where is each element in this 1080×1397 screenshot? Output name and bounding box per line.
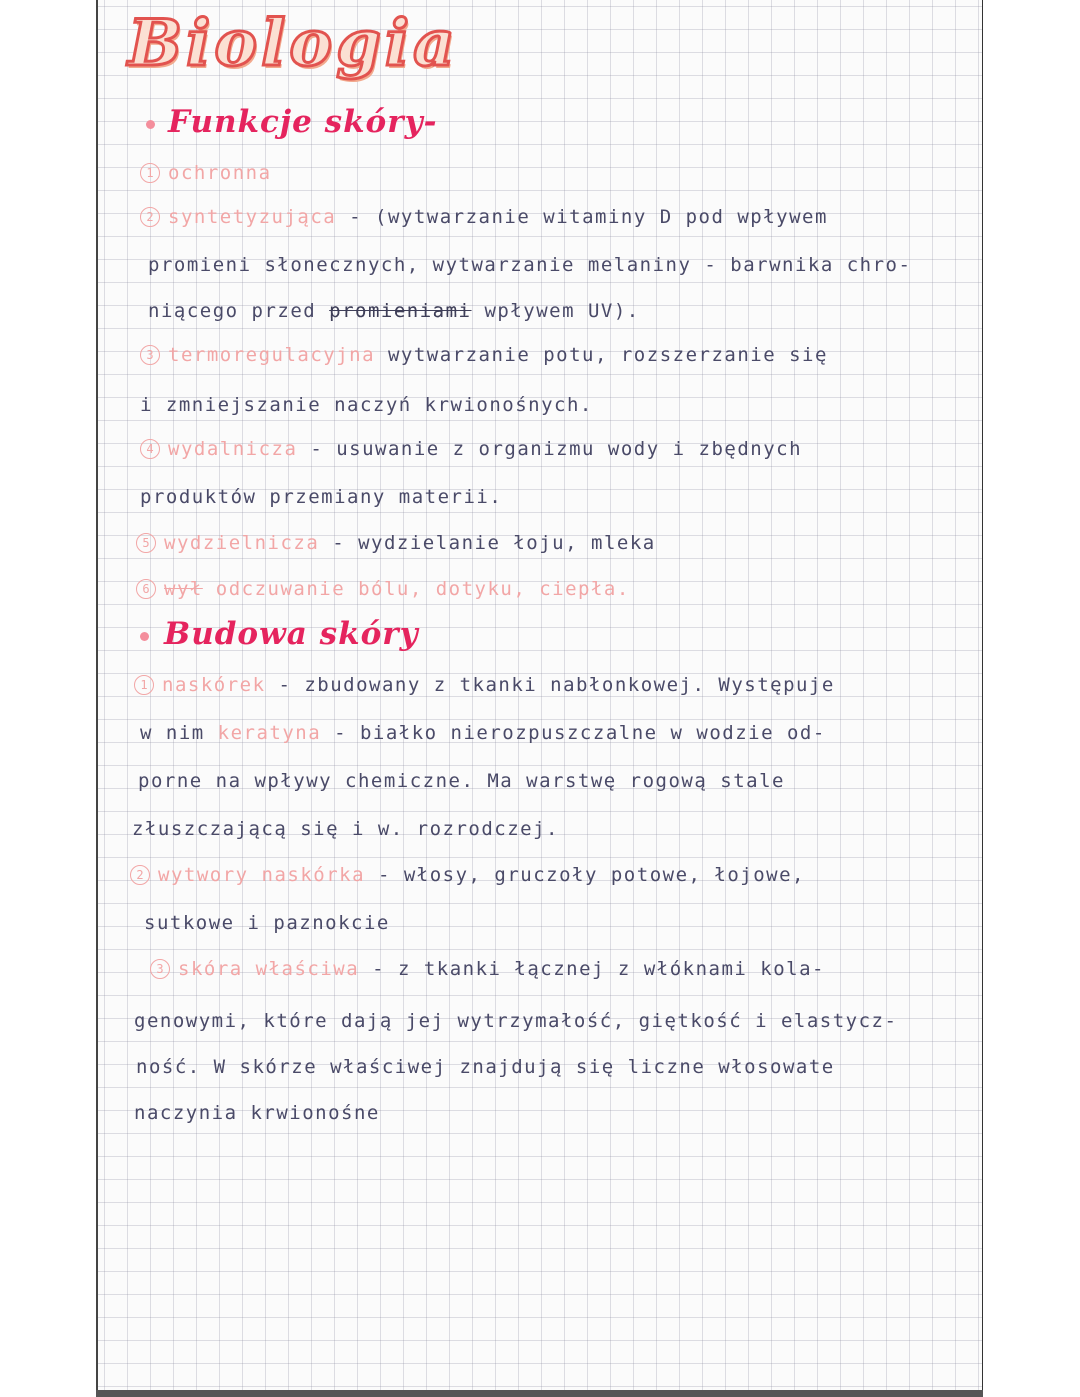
function-item-4 — [140, 438, 802, 460]
structure-text: - zbudowany z tkanki nabłonkowej. Występuje — [265, 674, 835, 696]
heading-structure: Budowa skóry — [164, 616, 419, 652]
function-item-2-cont — [148, 300, 640, 322]
structure-item-1-cont — [140, 722, 826, 744]
function-item-5 — [136, 532, 656, 554]
number-badge: 1 — [140, 163, 160, 183]
structure-term: naskórek — [162, 674, 266, 696]
function-item-3 — [140, 344, 828, 366]
structure-term: keratyna — [217, 722, 322, 744]
structure-item-1-cont: porne na wpływy chemiczne. Ma warstwę rogową stale — [138, 770, 785, 792]
function-item-3-cont: i zmniejszanie naczyń krwionośnych. — [140, 394, 593, 416]
function-item-2-cont: promieni słonecznych, wytwarzanie melaniny - barwnika chro- — [148, 254, 912, 276]
number-badge: 2 — [140, 207, 160, 227]
function-text: wpływem UV). — [484, 300, 640, 322]
function-term: wydalnicza — [168, 438, 298, 460]
number-badge: 3 — [150, 959, 170, 979]
page-title: Biologia — [128, 6, 459, 81]
heading-bullet — [140, 632, 149, 641]
structure-text: w nim — [140, 722, 218, 744]
function-item-1 — [140, 162, 272, 184]
heading-functions: Funkcje skóry- — [168, 104, 438, 140]
structure-item-2-cont: sutkowe i paznokcie — [144, 912, 390, 934]
structure-item-1 — [134, 674, 835, 696]
number-badge: 6 — [136, 579, 156, 599]
function-term: odczuwanie bólu, dotyku, ciepła. — [202, 578, 630, 600]
number-badge: 1 — [134, 675, 154, 695]
number-badge: 3 — [140, 345, 160, 365]
function-text: - usuwanie z organizmu wody i zbędnych — [297, 438, 803, 460]
function-item-6 — [136, 578, 630, 600]
structure-item-3-cont: naczynia krwionośne — [134, 1102, 380, 1124]
structure-item-3 — [150, 958, 825, 980]
structure-term: skóra właściwa — [178, 958, 360, 980]
heading-bullet — [146, 120, 155, 129]
function-text: niącego przed — [148, 300, 317, 322]
function-term: syntetyzująca — [168, 206, 337, 228]
structure-item-3-cont: genowymi, które dają jej wytrzymałość, giętkość i elastycz- — [134, 1010, 898, 1032]
structure-term: wytwory naskórka — [158, 864, 366, 886]
number-badge: 5 — [136, 533, 156, 553]
page-bottom-edge — [96, 1390, 983, 1397]
function-text: - wydzielanie łoju, mleka — [319, 532, 656, 554]
dash: - — [336, 206, 376, 228]
function-item-4-cont: produktów przemiany materii. — [140, 486, 503, 508]
function-term: ochronna — [168, 162, 272, 184]
function-item-2 — [140, 206, 828, 228]
number-badge: 4 — [140, 439, 160, 459]
structure-item-2 — [130, 864, 805, 886]
structure-item-3-cont: ność. W skórze właściwej znajdują się liczne włosowate — [136, 1056, 835, 1078]
function-text: wytwarzanie potu, rozszerzanie się — [375, 344, 828, 366]
function-term: wydzielnicza — [164, 532, 320, 554]
structure-text: - włosy, gruczoły potowe, łojowe, — [365, 864, 805, 886]
crossed-out-word: wył — [164, 578, 203, 600]
function-term: termoregulacyjna — [168, 344, 376, 366]
structure-item-1-cont: złuszczającą się i w. rozrodczej. — [132, 818, 559, 840]
number-badge: 2 — [130, 865, 150, 885]
function-text: (wytwarzanie witaminy D pod wpływem — [375, 206, 828, 228]
crossed-out-word: promieniami — [329, 300, 472, 322]
structure-text: - z tkanki łącznej z włóknami kola- — [359, 958, 825, 980]
structure-text: - białko nierozpuszczalne w wodzie od- — [321, 722, 826, 744]
